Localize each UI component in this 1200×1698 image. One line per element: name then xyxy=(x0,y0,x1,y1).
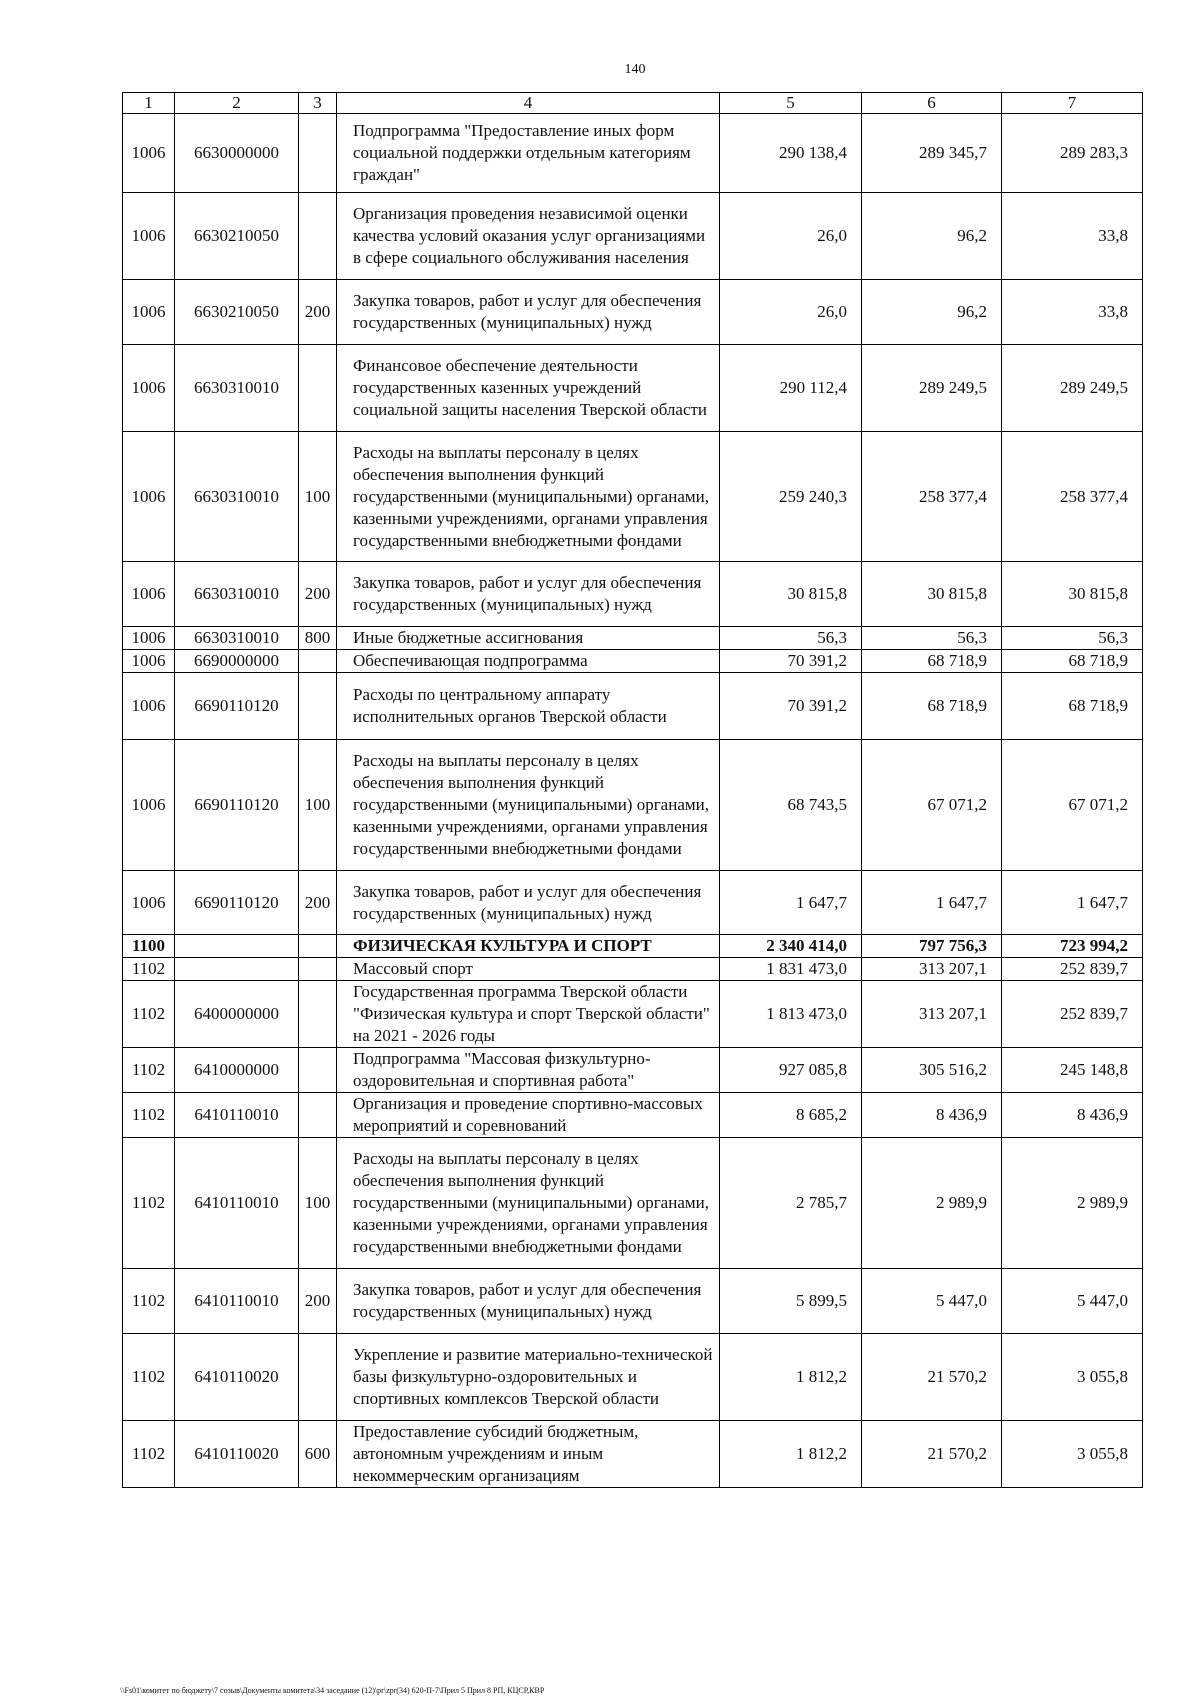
description-cell: Закупка товаров, работ и услуг для обеспечения государственных (муниципальных) нужд xyxy=(337,1269,720,1334)
amount-col7-cell: 68 718,9 xyxy=(1002,650,1143,673)
amount-col7-cell: 252 839,7 xyxy=(1002,958,1143,981)
target-article-cell: 6690110120 xyxy=(175,740,299,871)
section-code-cell: 1006 xyxy=(123,562,175,627)
amount-col5-cell: 259 240,3 xyxy=(720,432,862,562)
target-article-cell: 6630310010 xyxy=(175,432,299,562)
section-code-cell: 1006 xyxy=(123,193,175,280)
description-cell: ФИЗИЧЕСКАЯ КУЛЬТУРА И СПОРТ xyxy=(337,935,720,958)
amount-col5-cell: 1 647,7 xyxy=(720,871,862,935)
amount-col6-cell: 5 447,0 xyxy=(862,1269,1002,1334)
description-cell: Расходы на выплаты персоналу в целях обеспечения выполнения функций государственными (муниципальными) органами, казенными учреждениями, органами управления государственными внебюджетными фондами xyxy=(337,740,720,871)
amount-col5-cell: 290 138,4 xyxy=(720,114,862,193)
amount-col7-cell: 3 055,8 xyxy=(1002,1334,1143,1421)
description-cell: Закупка товаров, работ и услуг для обеспечения государственных (муниципальных) нужд xyxy=(337,562,720,627)
amount-col5-cell: 927 085,8 xyxy=(720,1048,862,1093)
expense-type-cell xyxy=(299,114,337,193)
section-code-cell: 1102 xyxy=(123,981,175,1048)
amount-col6-cell: 2 989,9 xyxy=(862,1138,1002,1269)
expense-type-cell: 800 xyxy=(299,627,337,650)
amount-col7-cell: 56,3 xyxy=(1002,627,1143,650)
expense-type-cell xyxy=(299,345,337,432)
section-code-cell: 1006 xyxy=(123,627,175,650)
amount-col5-cell: 26,0 xyxy=(720,193,862,280)
amount-col5-cell: 70 391,2 xyxy=(720,650,862,673)
amount-col7-cell: 68 718,9 xyxy=(1002,673,1143,740)
header-cell-2: 2 xyxy=(175,93,299,114)
table-row xyxy=(123,650,1143,673)
table-row xyxy=(123,432,1143,562)
amount-col6-cell: 8 436,9 xyxy=(862,1093,1002,1138)
target-article-cell xyxy=(175,935,299,958)
description-cell: Финансовое обеспечение деятельности государственных казенных учреждений социальной защиты населения Тверской области xyxy=(337,345,720,432)
header-cell-3: 3 xyxy=(299,93,337,114)
table-row xyxy=(123,871,1143,935)
expense-type-cell xyxy=(299,193,337,280)
page-number: 140 xyxy=(624,62,646,77)
table-row xyxy=(123,345,1143,432)
table-row xyxy=(123,562,1143,627)
table-row xyxy=(123,1093,1143,1138)
section-code-cell: 1006 xyxy=(123,345,175,432)
expense-type-cell: 200 xyxy=(299,562,337,627)
description-cell: Государственная программа Тверской области "Физическая культура и спорт Тверской области" на 2021 - 2026 годы xyxy=(337,981,720,1048)
description-cell: Расходы на выплаты персоналу в целях обеспечения выполнения функций государственными (муниципальными) органами, казенными учреждениями, органами управления государственными внебюджетными фондами xyxy=(337,432,720,562)
amount-col5-cell: 1 812,2 xyxy=(720,1421,862,1488)
amount-col7-cell: 289 283,3 xyxy=(1002,114,1143,193)
table-row xyxy=(123,1269,1143,1334)
target-article-cell: 6630000000 xyxy=(175,114,299,193)
description-cell: Расходы на выплаты персоналу в целях обеспечения выполнения функций государственными (муниципальными) органами, казенными учреждениями, органами управления государственными внебюджетными фондами xyxy=(337,1138,720,1269)
table-row xyxy=(123,1048,1143,1093)
amount-col5-cell: 1 813 473,0 xyxy=(720,981,862,1048)
target-article-cell: 6410000000 xyxy=(175,1048,299,1093)
description-cell: Иные бюджетные ассигнования xyxy=(337,627,720,650)
amount-col6-cell: 67 071,2 xyxy=(862,740,1002,871)
amount-col7-cell: 33,8 xyxy=(1002,193,1143,280)
header-cell-1: 1 xyxy=(123,93,175,114)
expense-type-cell: 200 xyxy=(299,871,337,935)
amount-col7-cell: 67 071,2 xyxy=(1002,740,1143,871)
expense-type-cell xyxy=(299,1093,337,1138)
budget-table xyxy=(122,92,1143,1488)
amount-col5-cell: 8 685,2 xyxy=(720,1093,862,1138)
target-article-cell: 6410110010 xyxy=(175,1138,299,1269)
expense-type-cell: 100 xyxy=(299,1138,337,1269)
section-code-cell: 1102 xyxy=(123,1093,175,1138)
target-article-cell: 6410110020 xyxy=(175,1334,299,1421)
header-cell-5: 5 xyxy=(720,93,862,114)
expense-type-cell: 100 xyxy=(299,432,337,562)
amount-col6-cell: 30 815,8 xyxy=(862,562,1002,627)
section-code-cell: 1006 xyxy=(123,871,175,935)
amount-col7-cell: 1 647,7 xyxy=(1002,871,1143,935)
budget-table-body xyxy=(123,93,1143,1488)
expense-type-cell xyxy=(299,981,337,1048)
expense-type-cell: 200 xyxy=(299,1269,337,1334)
table-row xyxy=(123,673,1143,740)
target-article-cell: 6400000000 xyxy=(175,981,299,1048)
amount-col6-cell: 289 345,7 xyxy=(862,114,1002,193)
table-header-row xyxy=(123,93,1143,114)
amount-col6-cell: 313 207,1 xyxy=(862,958,1002,981)
section-code-cell: 1102 xyxy=(123,1048,175,1093)
amount-col7-cell: 245 148,8 xyxy=(1002,1048,1143,1093)
amount-col7-cell: 2 989,9 xyxy=(1002,1138,1143,1269)
expense-type-cell xyxy=(299,1334,337,1421)
amount-col6-cell: 313 207,1 xyxy=(862,981,1002,1048)
description-cell: Организация проведения независимой оценки качества условий оказания услуг организациями в сфере социального обслуживания населения xyxy=(337,193,720,280)
section-code-cell: 1006 xyxy=(123,673,175,740)
description-cell: Подпрограмма "Предоставление иных форм социальной поддержки отдельным категориям граждан" xyxy=(337,114,720,193)
amount-col5-cell: 1 812,2 xyxy=(720,1334,862,1421)
header-cell-4: 4 xyxy=(337,93,720,114)
amount-col5-cell: 70 391,2 xyxy=(720,673,862,740)
description-cell: Закупка товаров, работ и услуг для обеспечения государственных (муниципальных) нужд xyxy=(337,280,720,345)
section-code-cell: 1006 xyxy=(123,432,175,562)
amount-col5-cell: 68 743,5 xyxy=(720,740,862,871)
amount-col7-cell: 723 994,2 xyxy=(1002,935,1143,958)
amount-col5-cell: 1 831 473,0 xyxy=(720,958,862,981)
table-row xyxy=(123,935,1143,958)
amount-col6-cell: 21 570,2 xyxy=(862,1334,1002,1421)
description-cell: Закупка товаров, работ и услуг для обеспечения государственных (муниципальных) нужд xyxy=(337,871,720,935)
target-article-cell: 6630310010 xyxy=(175,627,299,650)
amount-col7-cell: 33,8 xyxy=(1002,280,1143,345)
amount-col6-cell: 797 756,3 xyxy=(862,935,1002,958)
amount-col6-cell: 68 718,9 xyxy=(862,650,1002,673)
table-row xyxy=(123,1334,1143,1421)
expense-type-cell xyxy=(299,673,337,740)
table-row xyxy=(123,627,1143,650)
amount-col5-cell: 5 899,5 xyxy=(720,1269,862,1334)
expense-type-cell xyxy=(299,958,337,981)
description-cell: Обеспечивающая подпрограмма xyxy=(337,650,720,673)
amount-col7-cell: 252 839,7 xyxy=(1002,981,1143,1048)
amount-col6-cell: 289 249,5 xyxy=(862,345,1002,432)
target-article-cell: 6630310010 xyxy=(175,562,299,627)
amount-col5-cell: 26,0 xyxy=(720,280,862,345)
target-article-cell: 6630310010 xyxy=(175,345,299,432)
amount-col5-cell: 30 815,8 xyxy=(720,562,862,627)
expense-type-cell: 600 xyxy=(299,1421,337,1488)
expense-type-cell: 200 xyxy=(299,280,337,345)
amount-col7-cell: 3 055,8 xyxy=(1002,1421,1143,1488)
amount-col7-cell: 30 815,8 xyxy=(1002,562,1143,627)
amount-col6-cell: 21 570,2 xyxy=(862,1421,1002,1488)
section-code-cell: 1102 xyxy=(123,1138,175,1269)
amount-col6-cell: 305 516,2 xyxy=(862,1048,1002,1093)
amount-col7-cell: 289 249,5 xyxy=(1002,345,1143,432)
table-row xyxy=(123,193,1143,280)
amount-col7-cell: 8 436,9 xyxy=(1002,1093,1143,1138)
expense-type-cell xyxy=(299,650,337,673)
description-cell: Организация и проведение спортивно-массовых мероприятий и соревнований xyxy=(337,1093,720,1138)
target-article-cell: 6690000000 xyxy=(175,650,299,673)
section-code-cell: 1006 xyxy=(123,280,175,345)
amount-col6-cell: 258 377,4 xyxy=(862,432,1002,562)
amount-col7-cell: 5 447,0 xyxy=(1002,1269,1143,1334)
target-article-cell: 6410110010 xyxy=(175,1269,299,1334)
table-row xyxy=(123,740,1143,871)
target-article-cell: 6630210050 xyxy=(175,280,299,345)
description-cell: Расходы по центральному аппарату исполнительных органов Тверской области xyxy=(337,673,720,740)
amount-col6-cell: 56,3 xyxy=(862,627,1002,650)
amount-col6-cell: 1 647,7 xyxy=(862,871,1002,935)
description-cell: Предоставление субсидий бюджетным, автономным учреждениям и иным некоммерческим организациям xyxy=(337,1421,720,1488)
target-article-cell: 6410110010 xyxy=(175,1093,299,1138)
header-cell-7: 7 xyxy=(1002,93,1143,114)
amount-col7-cell: 258 377,4 xyxy=(1002,432,1143,562)
target-article-cell: 6690110120 xyxy=(175,871,299,935)
footer-file-path: \\Fs01\комитет по бюджету\7 созыв\Документы комитета\34 заседание (12)\pr\zpr(34) 620-П-7\Прил 5 Прил 8 РП, КЦСР,КВР xyxy=(120,1686,545,1695)
section-code-cell: 1102 xyxy=(123,1334,175,1421)
target-article-cell: 6630210050 xyxy=(175,193,299,280)
amount-col6-cell: 96,2 xyxy=(862,193,1002,280)
expense-type-cell xyxy=(299,1048,337,1093)
amount-col5-cell: 2 340 414,0 xyxy=(720,935,862,958)
table-row xyxy=(123,981,1143,1048)
table-row xyxy=(123,958,1143,981)
section-code-cell: 1006 xyxy=(123,114,175,193)
amount-col6-cell: 96,2 xyxy=(862,280,1002,345)
section-code-cell: 1100 xyxy=(123,935,175,958)
description-cell: Подпрограмма "Массовая физкультурно-оздоровительная и спортивная работа" xyxy=(337,1048,720,1093)
description-cell: Укрепление и развитие материально-технической базы физкультурно-оздоровительных и спортивных комплексов Тверской области xyxy=(337,1334,720,1421)
section-code-cell: 1102 xyxy=(123,1269,175,1334)
table-row xyxy=(123,280,1143,345)
table-row xyxy=(123,1138,1143,1269)
section-code-cell: 1006 xyxy=(123,740,175,871)
target-article-cell xyxy=(175,958,299,981)
header-cell-6: 6 xyxy=(862,93,1002,114)
amount-col5-cell: 2 785,7 xyxy=(720,1138,862,1269)
table-row xyxy=(123,1421,1143,1488)
section-code-cell: 1006 xyxy=(123,650,175,673)
target-article-cell: 6690110120 xyxy=(175,673,299,740)
table-row xyxy=(123,114,1143,193)
expense-type-cell: 100 xyxy=(299,740,337,871)
description-cell: Массовый спорт xyxy=(337,958,720,981)
amount-col6-cell: 68 718,9 xyxy=(862,673,1002,740)
section-code-cell: 1102 xyxy=(123,1421,175,1488)
amount-col5-cell: 290 112,4 xyxy=(720,345,862,432)
expense-type-cell xyxy=(299,935,337,958)
section-code-cell: 1102 xyxy=(123,958,175,981)
amount-col5-cell: 56,3 xyxy=(720,627,862,650)
target-article-cell: 6410110020 xyxy=(175,1421,299,1488)
